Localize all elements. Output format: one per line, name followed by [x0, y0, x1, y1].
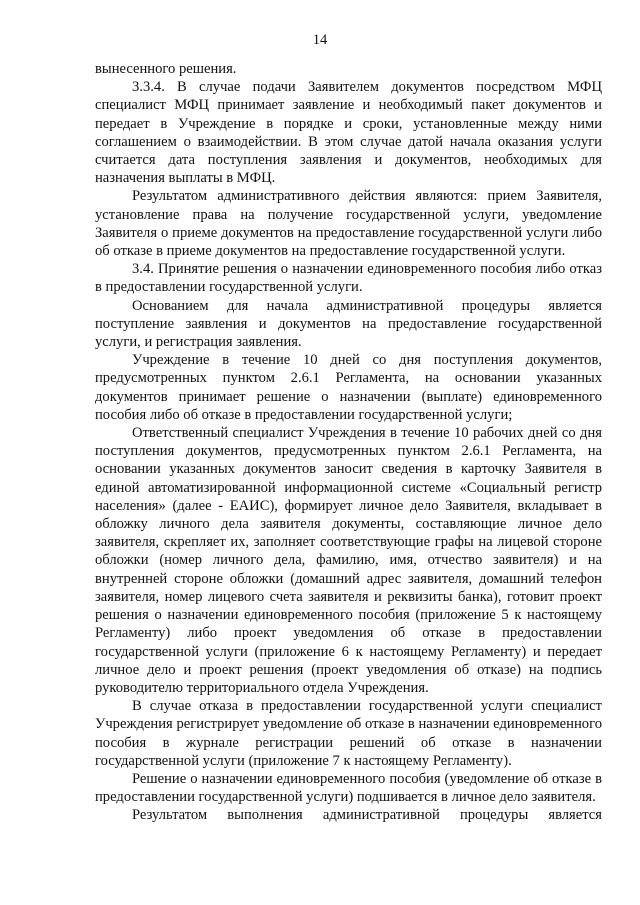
document-body [95, 60, 602, 825]
paragraph-decision-filed: Решение о назначении единовременного пособия (уведомление об отказе в предоставлении государственной услуги) подшивается в личное дело заявителя. [95, 770, 602, 806]
page-number: 14 [312, 32, 328, 48]
paragraph-result-action: Результатом административного действия являются: прием Заявителя, установление права на получение государственной услуги, уведомление Заявителя о приеме документов на предоставление государственной услуги либо об отказе в приеме документов на предоставление государственной услуги. [95, 188, 602, 260]
paragraph-result-procedure: Результатом выполнения административной процедуры является [132, 807, 602, 824]
paragraph-responsible-specialist: Ответственный специалист Учреждения в течение 10 рабочих дней со дня поступления документов, предусмотренных пунктом 2.6.1 Регламента, на основании указанных документов заносит сведения в карточку Заявителя в единой автоматизированной информационной системе «Социальный регистр населения» (далее - ЕАИС), формирует личное дело Заявителя, вкладывает в обложку личного дела заявителя документы, составляющие личное дело заявителя, скрепляет их, заполняет соответствующие графы на лицевой стороне обложки (номер личного дела, фамилию, имя, отчество заявителя) и на внутренней стороне обложки (домашний адрес заявителя, домашний телефон заявителя, номер лицевого счета заявителя и реквизиты банка), готовит проект решения о назначении единовременного пособия (приложение 5 к настоящему Регламенту) либо проект уведомления об отказе в предоставлении государственной услуги (приложение 6 к настоящему Регламенту) и передает личное дело и проект решения (проект уведомления об отказе) на подпись руководителю территориального отдела Учреждения. [95, 425, 602, 696]
paragraph-continuation: вынесенного решения. [95, 61, 237, 77]
paragraph-3-3-4: 3.3.4. В случае подачи Заявителем документов посредством МФЦ специалист МФЦ принимает заявление и необходимый пакет документов и передает в Учреждение в порядке и сроки, установленные между ними соглашением о взаимодействии. В этом случае датой начала оказания услуги считается дата поступления заявления и документов, необходимых для назначения выплаты в МФЦ. [95, 79, 602, 187]
paragraph-institution-decision: Учреждение в течение 10 дней со дня поступления документов, предусмотренных пунктом 2.6.1 Регламента, на основании указанных документов принимает решение о назначении (выплате) единовременного пособия либо об отказе в предоставлении государственной услуги; [95, 352, 602, 423]
paragraph-basis: Основанием для начала административной процедуры является поступление заявления и документов на предоставление государственной услуги, и регистрация заявления. [95, 297, 602, 351]
paragraph-3-4-heading: 3.4. Принятие решения о назначении единовременного пособия либо отказ в предоставлении государственной услуги. [95, 261, 602, 296]
paragraph-refusal-case: В случае отказа в предоставлении государственной услуги специалист Учреждения регистрирует уведомление об отказе в назначении единовременного пособия в журнале регистрации решений об отказе в назначении государственной услуги (приложение 7 к настоящему Регламенту). [95, 698, 602, 769]
